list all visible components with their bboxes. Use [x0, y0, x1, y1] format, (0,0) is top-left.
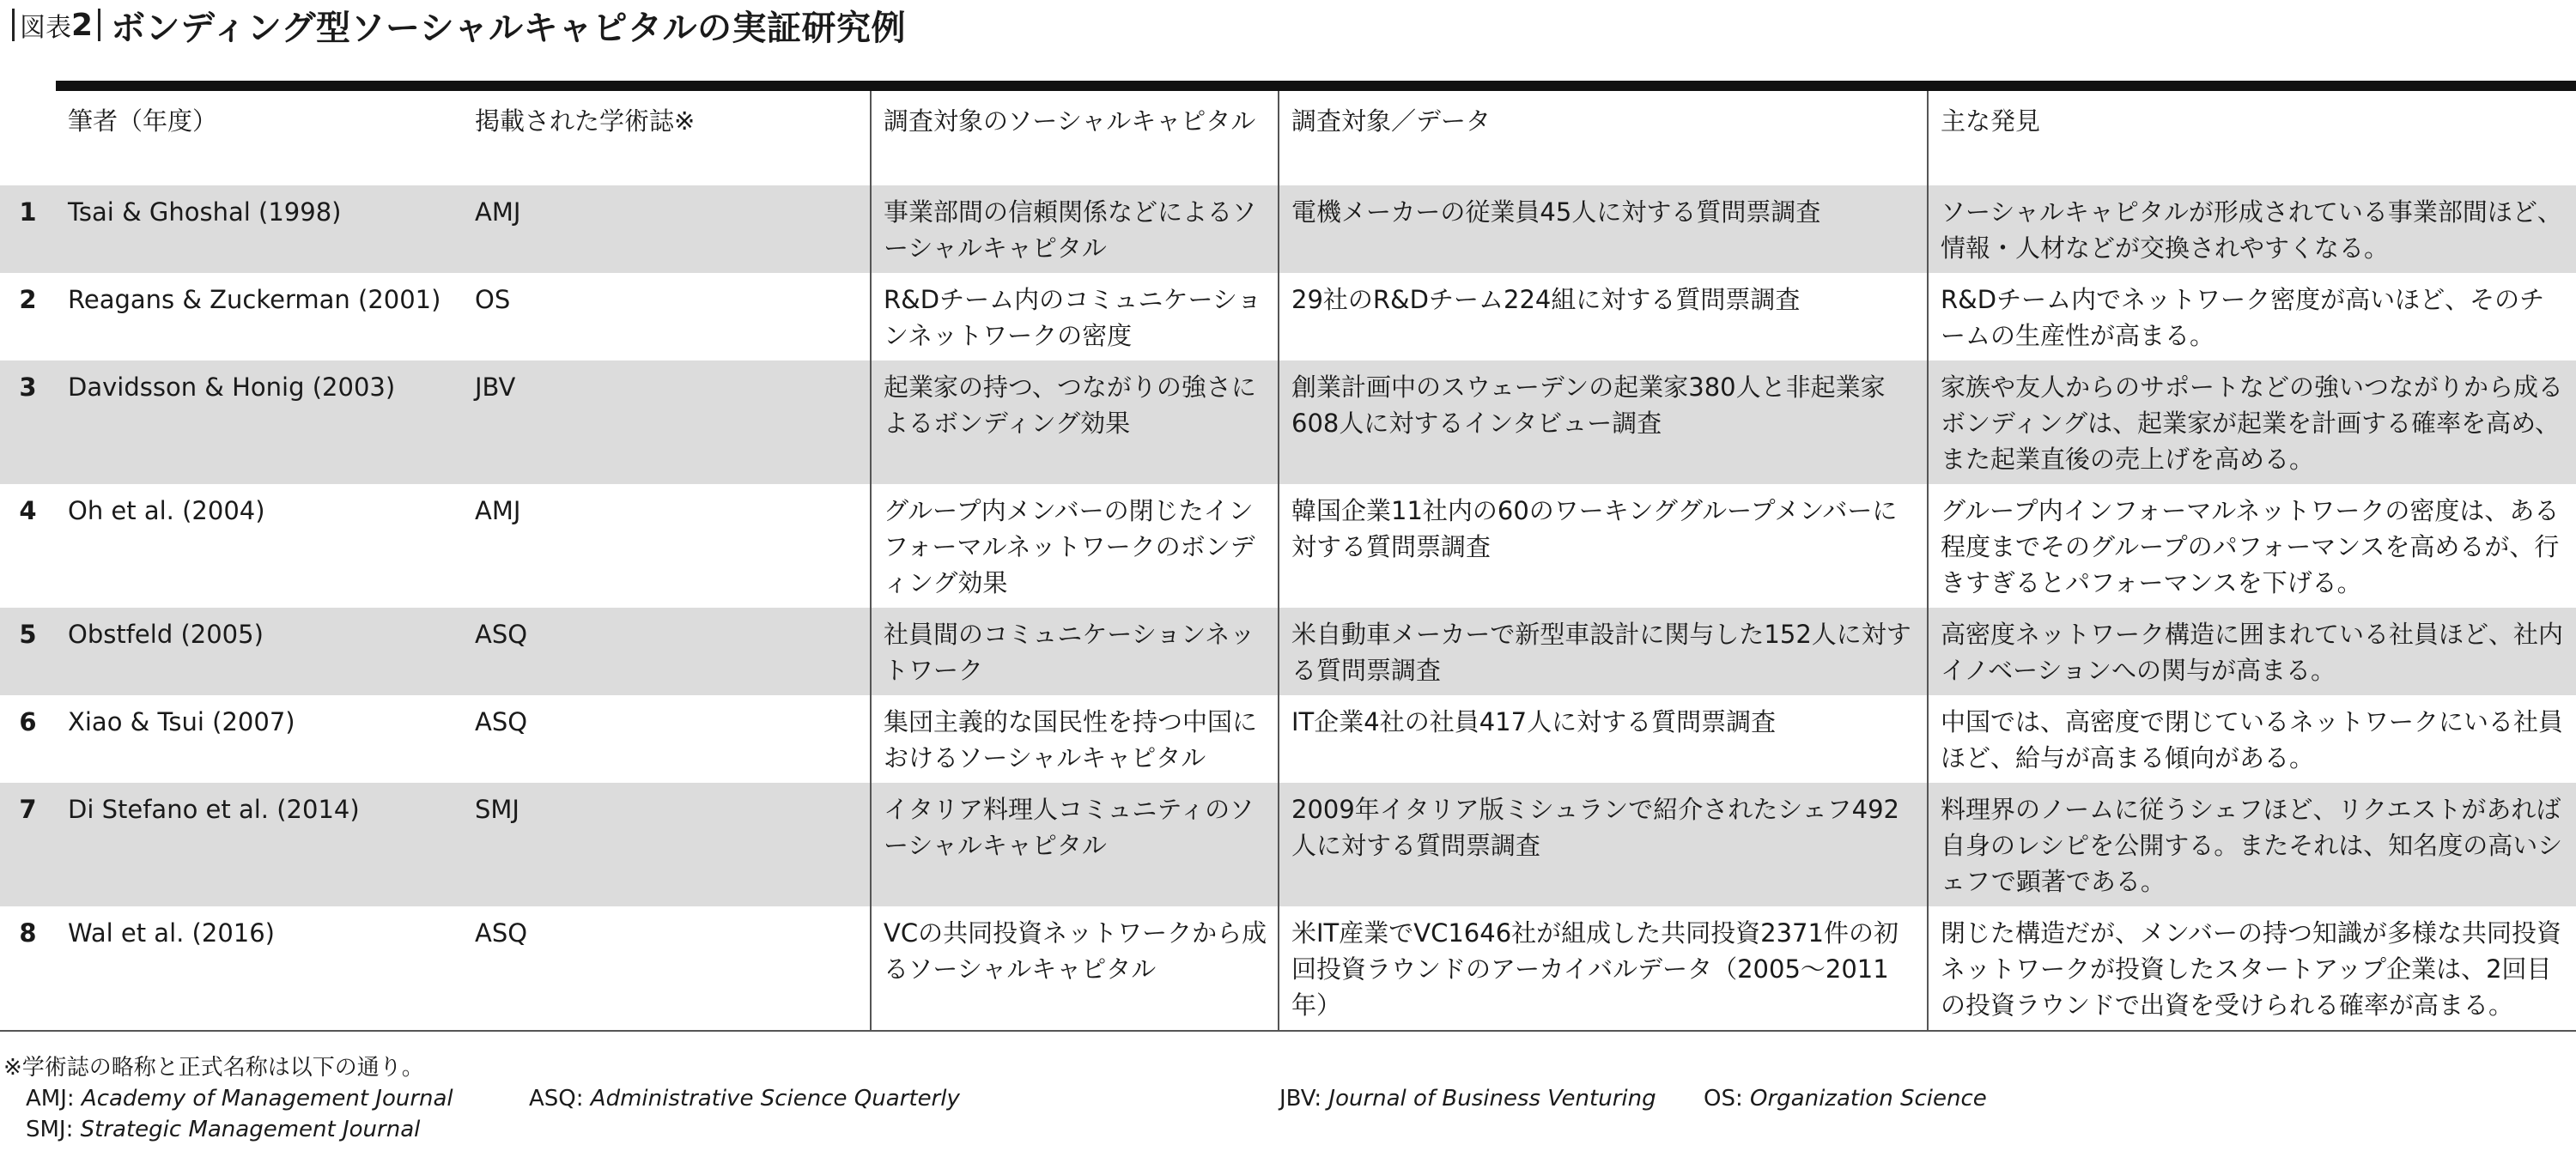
abbreviation-entry: [1704, 1083, 1987, 1114]
row-number: 8: [0, 906, 56, 1031]
abbreviation-code: AMJ:: [26, 1086, 82, 1112]
abbreviation-entry: [26, 1114, 420, 1145]
data-cell: 創業計画中のスウェーデンの起業家380人と非起業家608人に対するインタビュー調査: [1279, 360, 1928, 484]
data-cell: 韓国企業11社内の60のワーキンググループメンバーに対する質問票調査: [1279, 484, 1928, 608]
abbreviation-code: OS:: [1704, 1086, 1750, 1112]
figure-title-text: ボンディング型ソーシャルキャピタルの実証研究例: [111, 8, 906, 48]
table-row: [0, 695, 2576, 783]
table-row: [0, 484, 2576, 608]
journal-cell: JBV: [463, 360, 871, 484]
figure-title: [12, 3, 906, 46]
abbreviation-code: JBV:: [1279, 1086, 1329, 1112]
table-row: [0, 783, 2576, 906]
capital-cell: 社員間のコミュニケーションネットワーク: [871, 608, 1279, 695]
capital-cell: イタリア料理人コミュニティのソーシャルキャピタル: [871, 783, 1279, 906]
author-cell: Tsai & Ghoshal (1998): [56, 185, 463, 273]
figure-prefix: 図表: [20, 13, 71, 43]
finding-cell: R&Dチーム内でネットワーク密度が高いほど、そのチームの生産性が高まる。: [1928, 273, 2576, 360]
journal-name: Journal of Business Venturing: [1328, 1086, 1656, 1112]
author-cell: Wal et al. (2016): [56, 906, 463, 1031]
journal-cell: AMJ: [463, 185, 871, 273]
author-cell: Obstfeld (2005): [56, 608, 463, 695]
table-header-row: [0, 86, 2576, 185]
row-number: 3: [0, 360, 56, 484]
abbreviation-entry: [529, 1083, 960, 1114]
journal-cell: ASQ: [463, 608, 871, 695]
finding-header: 主な発見: [1928, 86, 2576, 185]
title-divider: [12, 9, 15, 41]
footnote: [3, 1052, 1987, 1145]
capital-cell: 事業部間の信頼関係などによるソーシャルキャピタル: [871, 185, 1279, 273]
data-cell: 米IT産業でVC1646社が組成した共同投資2371件の初回投資ラウンドのアーカイバルデータ（2005〜2011年）: [1279, 906, 1928, 1031]
data-cell: 電機メーカーの従業員45人に対する質問票調査: [1279, 185, 1928, 273]
row-number: 6: [19, 707, 37, 736]
row-number: 1: [0, 185, 56, 273]
data-cell: IT企業4社の社員417人に対する質問票調査: [1279, 695, 1928, 783]
author-cell: Davidsson & Honig (2003): [56, 360, 463, 484]
abbreviation-code: SMJ:: [26, 1117, 81, 1142]
journal-header: 掲載された学術誌※: [463, 86, 871, 185]
finding-cell: 家族や友人からのサポートなどの強いつながりから成るボンディングは、起業家が起業を計画する確率を高め、また起業直後の売上げを高める。: [1928, 360, 2576, 484]
capital-cell: グループ内メンバーの閉じたインフォーマルネットワークのボンディング効果: [871, 484, 1279, 608]
author-cell: Reagans & Zuckerman (2001): [68, 285, 441, 314]
abbreviation-code: ASQ:: [529, 1086, 591, 1112]
author-header: 筆者（年度）: [56, 86, 463, 185]
abbreviation-entry: [1279, 1083, 1656, 1114]
finding-cell: 料理界のノームに従うシェフほど、リクエストがあれば自身のレシピを公開する。またそれは、知名度の高いシェフで顕著である。: [1928, 783, 2576, 906]
data-cell: 29社のR&Dチーム224組に対する質問票調査: [1279, 273, 1928, 360]
table-row: [0, 273, 2576, 360]
abbreviation-row: [3, 1114, 424, 1145]
journal-cell: OS: [475, 285, 511, 314]
journal-cell: ASQ: [463, 906, 871, 1031]
capital-cell: VCの共同投資ネットワークから成るソーシャルキャピタル: [871, 906, 1279, 1031]
finding-cell: 中国では、高密度で閉じているネットワークにいる社員ほど、給与が高まる傾向がある。: [1928, 695, 2576, 783]
journal-name: Strategic Management Journal: [80, 1117, 421, 1142]
author-cell: Xiao & Tsui (2007): [68, 707, 295, 736]
finding-cell: 閉じた構造だが、メンバーの持つ知識が多様な共同投資ネットワークが投資したスタートアップ企業は、2回目の投資ラウンドで出資を受けられる確率が高まる。: [1928, 906, 2576, 1031]
table-row: [0, 906, 2576, 1031]
abbreviation-row: [3, 1083, 1987, 1114]
capital-cell: 起業家の持つ、つながりの強さによるボンディング効果: [871, 360, 1279, 484]
journal-cell: SMJ: [463, 783, 871, 906]
footnote-intro: ※学術誌の略称と正式名称は以下の通り。: [3, 1055, 424, 1081]
journal-cell: ASQ: [475, 707, 528, 736]
capital-header: 調査対象のソーシャルキャピタル: [871, 86, 1279, 185]
row-number: 4: [19, 496, 37, 525]
title-divider: [98, 9, 100, 41]
author-cell: Oh et al. (2004): [68, 496, 265, 525]
journal-cell: AMJ: [475, 496, 521, 525]
table-row: [0, 360, 2576, 484]
row-number: 7: [0, 783, 56, 906]
finding-cell: ソーシャルキャピタルが形成されている事業部間ほど、情報・人材などが交換されやすくなる。: [1928, 185, 2576, 273]
figure-number: 2: [71, 7, 94, 43]
row-number: 2: [19, 285, 37, 314]
row-number: 5: [0, 608, 56, 695]
research-table: [0, 81, 2576, 1032]
number-header: [0, 86, 56, 185]
journal-name: Administrative Science Quarterly: [590, 1086, 960, 1112]
table-row: [0, 185, 2576, 273]
data-cell: 2009年イタリア版ミシュランで紹介されたシェフ492人に対する質問票調査: [1279, 783, 1928, 906]
finding-cell: 高密度ネットワーク構造に囲まれている社員ほど、社内イノベーションへの関与が高まる。: [1928, 608, 2576, 695]
author-cell: Di Stefano et al. (2014): [56, 783, 463, 906]
table-row: [0, 608, 2576, 695]
capital-cell: R&Dチーム内のコミュニケーションネットワークの密度: [871, 273, 1279, 360]
data-header: 調査対象／データ: [1279, 86, 1928, 185]
capital-cell: 集団主義的な国民性を持つ中国におけるソーシャルキャピタル: [871, 695, 1279, 783]
journal-name: Academy of Management Journal: [81, 1086, 453, 1112]
abbreviation-entry: [26, 1083, 453, 1114]
journal-name: Organization Science: [1750, 1086, 1987, 1112]
data-cell: 米自動車メーカーで新型車設計に関与した152人に対する質問票調査: [1279, 608, 1928, 695]
finding-cell: グループ内インフォーマルネットワークの密度は、ある程度までそのグループのパフォーマンスを高めるが、行きすぎるとパフォーマンスを下げる。: [1928, 484, 2576, 608]
